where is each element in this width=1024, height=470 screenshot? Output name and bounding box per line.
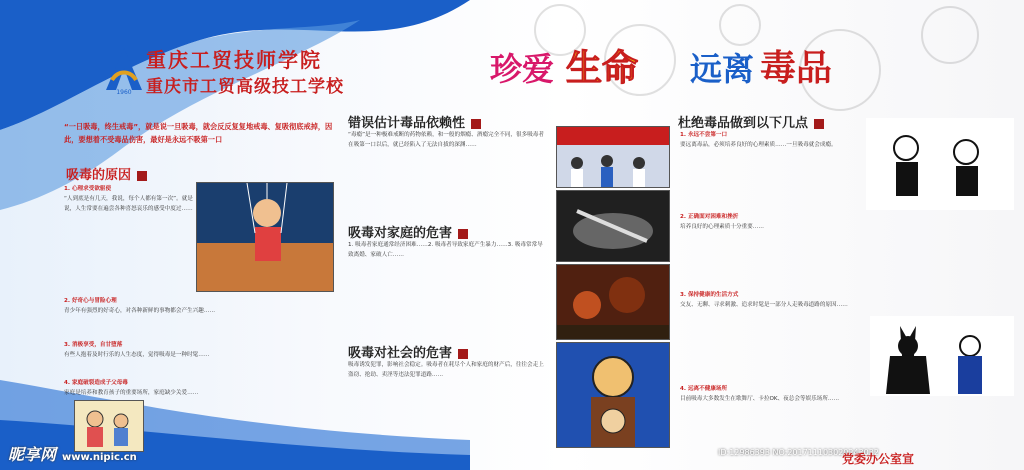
title-square-icon (458, 229, 468, 239)
illustration-cartoon-man (556, 342, 670, 448)
section-title-misconception: 错误估计毒品依赖性 (348, 112, 481, 131)
prevent-text-1 (680, 130, 868, 208)
causes-body-3: 有些人抱着及时行乐的人生态度，觉得吸毒是一种时髦…… (64, 352, 210, 358)
society-text: 吸毒诱发犯罪，影响社会稳定。吸毒者在耗尽个人和家庭的财产后，往往会走上盗窃、抢劫、卖淫等违法犯罪道路…… (348, 362, 544, 378)
title-square-icon (814, 119, 824, 129)
prevent-sub-4: 4. 远离不健康场所 (680, 386, 728, 392)
photo-syringe (556, 190, 670, 262)
causes-sub-3: 3. 消极享受，自甘堕落 (64, 342, 123, 348)
watermark-logo: 昵享网 www.nipic.cn (8, 445, 137, 464)
prevent-text-3 (680, 290, 868, 380)
prevent-body-3: 交友、无聊、寻求刺激、追求时髦是一部分人走吸毒道路的原因…… (680, 302, 848, 308)
photo-chemicals (556, 264, 670, 340)
title-square-icon (471, 119, 481, 129)
title-square-icon (458, 349, 468, 359)
syringe-photo-icon (557, 191, 669, 261)
prevent-body-1: 要远离毒品，必须培养良好的心理素质……一旦吸毒就会成瘾。 (680, 142, 837, 148)
prevent-body-2: 培养良好的心理素质十分重要…… (680, 224, 764, 230)
drug-users-cartoon-icon (866, 118, 1014, 210)
photo-rally (556, 126, 670, 188)
causes-sub-4: 4. 家庭破裂造成子父母毒 (64, 380, 128, 386)
causes-body-1: “人到底是有几天，我说，每个人都有第一次”。就是说，人生常要在遍尝各种喜怒哀乐的感受中度过…… (64, 196, 193, 212)
prevent-sub-1: 1. 永远不尝第一口 (680, 132, 728, 138)
banner-word-cherish: 珍爱 (490, 50, 555, 88)
department-credit: 党委办公室宣 (842, 452, 915, 466)
causes-sub-1: 1. 心理求受欲驱使 (64, 186, 112, 192)
logo-year: 1960 (116, 89, 132, 96)
prevent-text-2 (680, 212, 1014, 286)
causes-body-4: 家庭是培养和教育孩子的重要场所，家庭缺少关爱…… (64, 390, 199, 396)
watermark-url: www.nipic.cn (62, 452, 137, 463)
section-title-society: 吸毒对社会的危害 (348, 342, 468, 361)
family-text: 1. 吸毒者家庭通常经济困难……2. 吸毒者导致家庭产生暴力……3. 吸毒常常导致离婚、家破人亡…… (348, 242, 543, 258)
illustration-drug-users (866, 118, 1014, 210)
banner-word-drugs: 毒品 (760, 47, 833, 89)
prevent-body-4: 目前吸毒大多数发生在歌舞厅、卡拉OK、夜总会等娱乐场所…… (680, 396, 840, 402)
causes-body-2: 青少年有强烈的好奇心，对各种新鲜的事物都会产生兴趣…… (64, 308, 216, 314)
banner-word-life: 生命 (566, 47, 639, 89)
section-title-prevent: 杜绝毒品做到以下几点 (678, 112, 824, 131)
causes-text-3 (64, 340, 332, 376)
banner-title (470, 36, 850, 96)
prevent-text-4 (680, 384, 1014, 442)
cartoon-man-icon (557, 343, 669, 447)
title-square-icon (137, 171, 147, 181)
prevent-sub-2: 2. 正确面对困难和挫折 (680, 214, 739, 220)
causes-text-1 (64, 184, 194, 294)
section-title-family: 吸毒对家庭的危害 (348, 222, 468, 241)
image-id-text: ID:12986393 NO:20171110302024303​2 (718, 448, 879, 457)
rally-photo-icon (557, 127, 669, 187)
puppet-figure-icon (197, 183, 333, 291)
intro-text: “一日吸毒，终生戒毒”，就是说一旦吸毒，就会反反复复地戒毒、复吸彻底戒掉，因此，要想着不受毒品伤害，最好是永远不吸第一口 (64, 122, 333, 144)
causes-sub-2: 2. 好奇心与冒险心理 (64, 298, 117, 304)
causes-text-2 (64, 296, 332, 336)
prevent-sub-3: 3. 保持健康的生活方式 (680, 292, 739, 298)
misconception-text: “毒瘾”是一种极难戒断的药物依赖，和一般的烟瘾、酒瘾完全不同，很多吸毒者在吸第一口以后，就已经陷入了无法自拔的深渊…… (348, 132, 544, 148)
school-name: 重庆工贸技师学院 (146, 48, 322, 72)
illustration-puppet (196, 182, 334, 292)
section-title-causes: 吸毒的原因 (66, 164, 147, 183)
school-name-secondary: 重庆市工贸高级技工学校 (146, 77, 344, 97)
school-logo-icon (98, 44, 150, 96)
banner-word-away: 远离 (690, 50, 755, 88)
chemicals-photo-icon (557, 265, 669, 339)
